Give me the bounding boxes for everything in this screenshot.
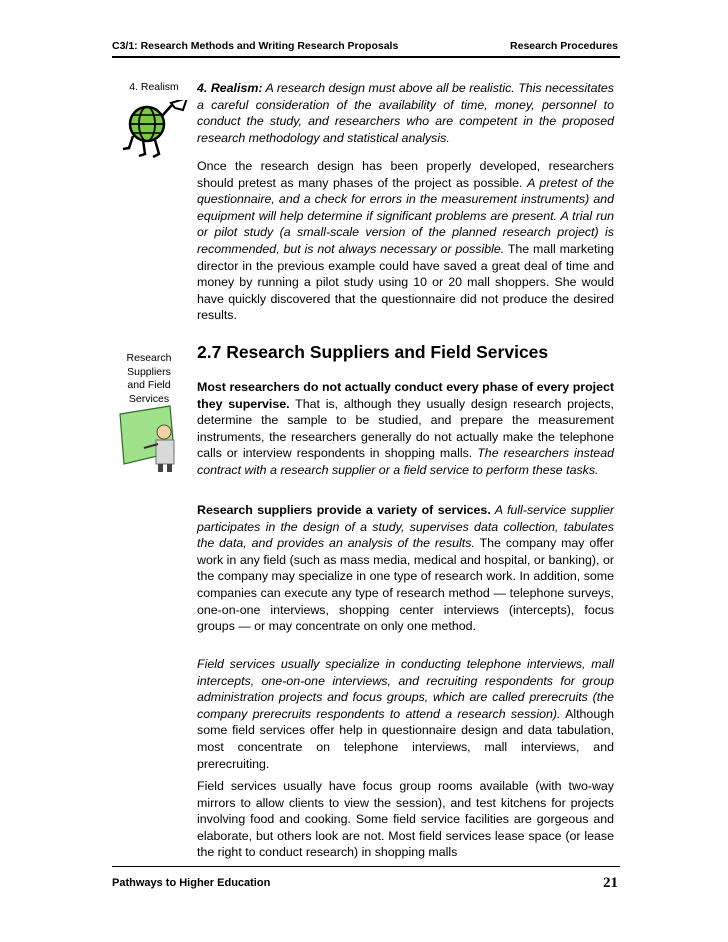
walking-globe-icon (115, 100, 195, 162)
page-header (112, 38, 620, 58)
margin-label-realism: 4. Realism (129, 81, 179, 93)
page-number: 21 (603, 875, 618, 891)
realism-text: A research design must above all be realistic. This necessitates a careful consideration of the availability of time, money, personnel to conduct the study, and researchers who are competent in the proposed research methodology and statistical analysis. (197, 81, 614, 145)
footer-title: Pathways to Higher Education (112, 877, 271, 889)
paragraph-suppliers: Research suppliers provide a variety of services. A full-service supplier participates in the design of a study, supervises data collection, tabulates the data, and provides an analysis of the results. The company may offer work in any field (such as mass media, medical and hospital, or banking), or the company may specialize in one type of research work. In addition, some companies can execute any type of research method — telephone surveys, one-on-one interviews, shopping center interviews (intercepts), focus groups — or may concentrate on only one method. (197, 503, 614, 634)
header-course-title: C3/1: Research Methods and Writing Research Proposals (112, 40, 399, 52)
paragraph-focus-rooms: Field services usually have focus group rooms available (with two-way mirrors to allow clients to view the session), and test kitchens for projects involving food and cooking. Some field service facilities are gorgeous and elaborate, but others look are not. Most field services lease space (or lease the right to conduct research) in shopping malls (197, 779, 614, 860)
paragraph-pretest: Once the research design has been properly developed, researchers should pretest as many phases of the project as possible. A pretest of the questionnaire, and a check for errors in the measurement instruments) and equipment will help determine if significant problems are present. A trial run or pilot study (a small-scale version of the planned research project) is recommended, but is not always necessary or possible. The mall marketing director in the previous example could have saved a great deal of time and money by running a pilot study using 10 or 20 mall shoppers. She would have quickly discovered that the questionnaire did not produce the desired results. (197, 159, 614, 323)
page-footer (112, 866, 620, 891)
margin-label-research-suppliers: Research Suppliers and Field Services (126, 352, 172, 405)
realism-lead: 4. Realism: (197, 81, 263, 95)
paragraph-field-services: Field services usually specialize in conducting telephone interviews, mall intercepts, one-on-one interviews, and recruiting respondents for group administration projects and focus groups, which are called prerecruits (the company prerecruits respondents to attend a research session). Although some field services offer help in questionnaire design and data tabulation, most concentrate on telephone interviews, mall interviews, and prerecruiting. (197, 657, 614, 771)
paragraph-researchers: Most researchers do not actually conduct every phase of every project they supervise. That is, although they usually design research projects, determine the sample to be studied, and prepare the measurement instruments, the researchers generally do not actually make the telephone calls or interview respondents in shopping malls. The researchers instead contract with a research supplier or a field service to perform these tasks. (197, 380, 614, 477)
presenter-board-icon (118, 404, 184, 474)
paragraph-realism (197, 80, 614, 146)
section-heading: 2.7 Research Suppliers and Field Services (197, 342, 549, 362)
header-section-title: Research Procedures (510, 40, 618, 52)
